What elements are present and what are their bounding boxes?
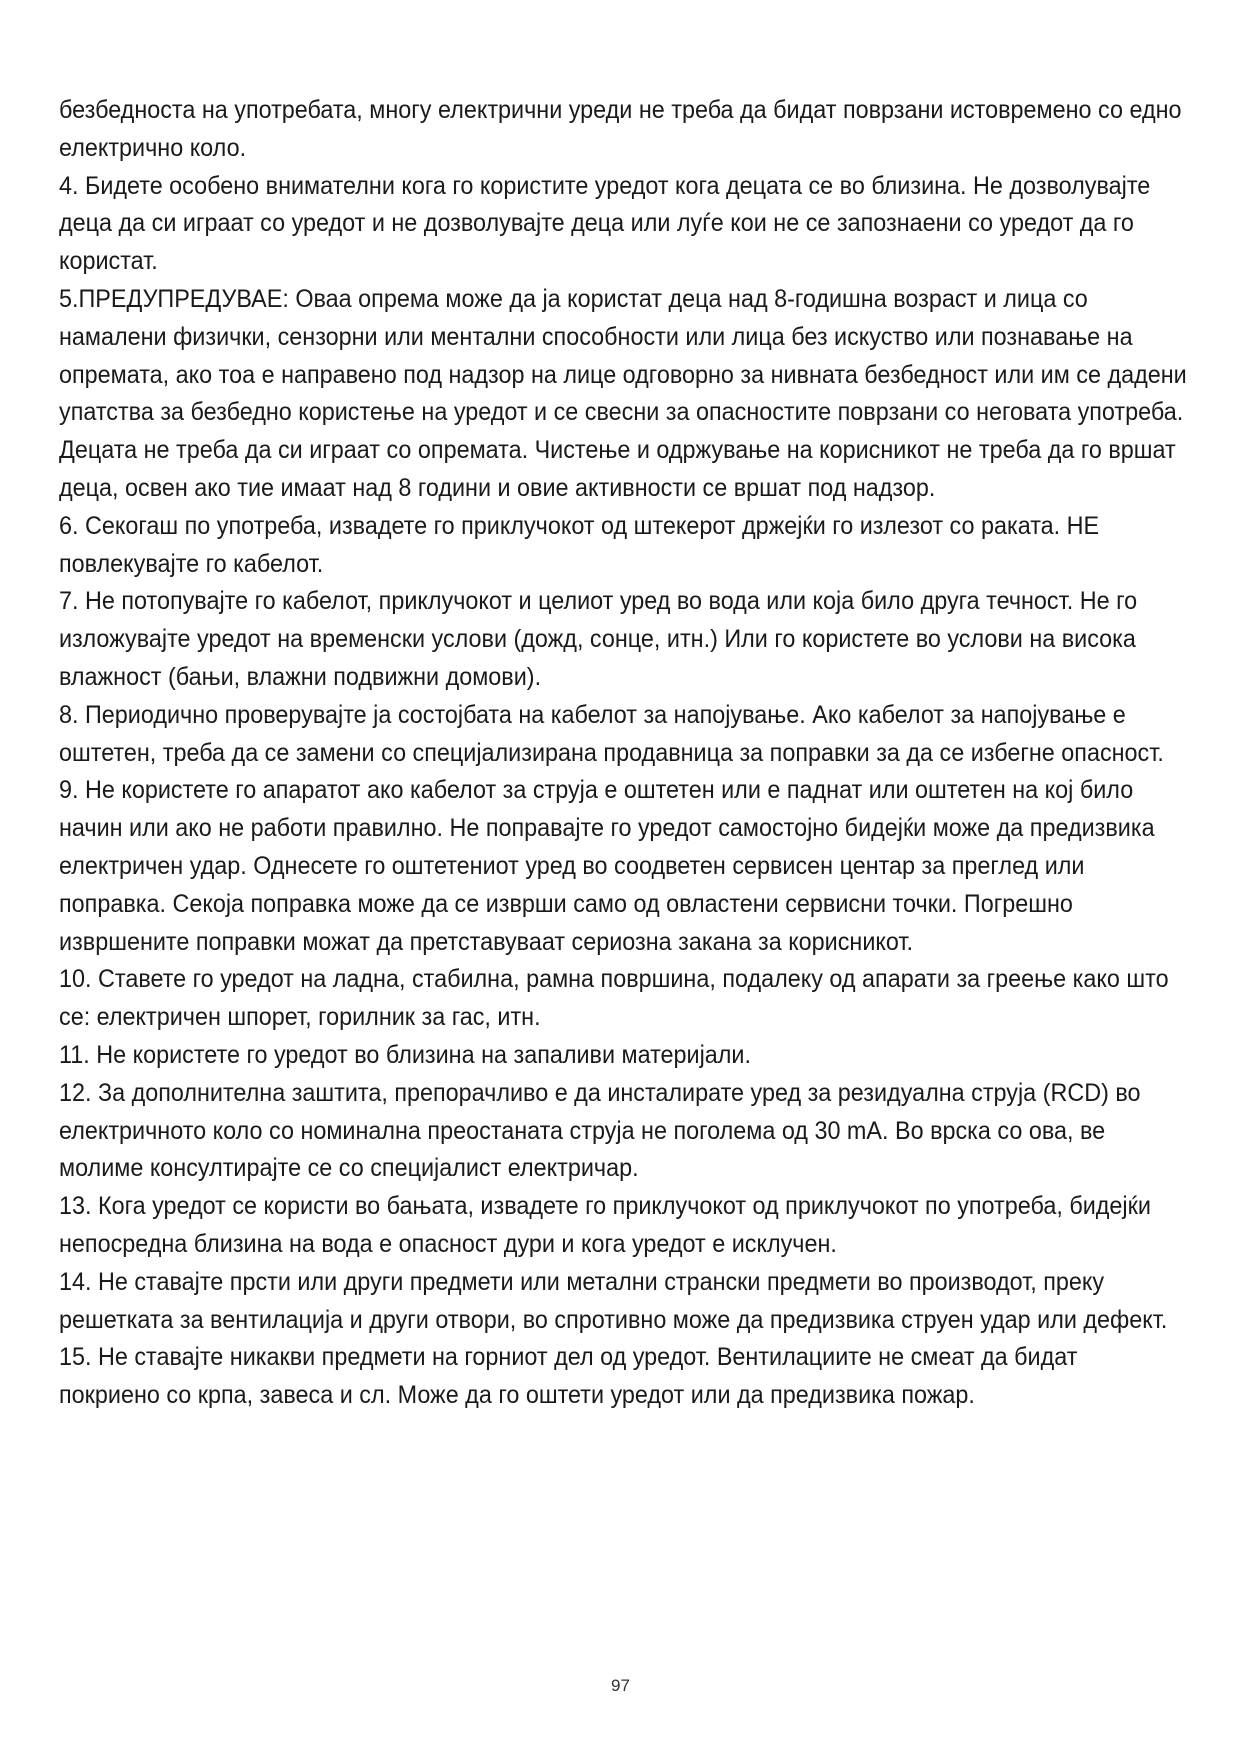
paragraph: 4. Бидете особено внимателни кога го користите уредот кога децата се во близина. Не дозволувајте деца да си играат со уредот и не дозволувајте деца или луѓе кои не се запознаени со уредот да го користат. bbox=[59, 171, 1151, 276]
paragraph: безбедноста на употребата, многу електрични уреди не треба да бидат поврзани истовремено со едно електрично коло. bbox=[59, 96, 1182, 162]
page-number: 97 bbox=[611, 1676, 630, 1695]
paragraph: 13. Кога уредот се користи во бањата, извадете го приклучокот од приклучокот по употреба, бидејќи непосредна близина на вода е опасност дури и кога уредот е исклучен. bbox=[59, 1192, 1151, 1258]
document-body bbox=[59, 92, 1188, 1415]
paragraph: покриено со крпа, завеса и сл. Може да го оштети уредот или да предизвика пожар. bbox=[59, 1381, 975, 1410]
paragraph: 7. Не потопувајте го кабелот, приклучокот и целиот уред во вода или која било друга течност. Не го изложувајте уредот на временски услови (дожд, сонце, итн.) Или го користете во услови на висока влажност (бањи, влажни подвижни домови). bbox=[59, 587, 1138, 691]
paragraph: 11. Не користете го уредот во близина на запаливи материјали. bbox=[59, 1040, 751, 1069]
paragraph: 5.ПРЕДУПРЕДУВАЕ: Оваа опрема може да ја користат деца над 8-годишна возраст и лица со намалени физички, сензорни или ментални способности или лица без искуство или познавање на опремата, ако тоа е направено под надзор на лице одговорно за нивната безбедност или им се дадени упатства за безбедно користење на уредот и се свесни за опасностите поврзани со неговата употреба. Децата не треба да си играат со опремата. Чистење и одржување на корисникот не треба да го вршат деца, освен ако тие имаат над 8 години и овие активности се вршат под надзор. bbox=[59, 284, 1187, 502]
paragraph: 10. Ставете го уредот на ладна, стабилна, рамна површина, подалеку од апарати за греење како што се: електричен шпорет, горилник за гас, итн. bbox=[59, 965, 1169, 1032]
paragraph: 14. Не ставајте прсти или други предмети или метални странски предмети во производот, преку решетката за вентилација и други отвори, во спротивно може да предизвика струен удар или дефект. bbox=[59, 1267, 1168, 1334]
paragraph: 6. Секогаш по употреба, извадете го приклучокот од штекерот држејќи го излезот со раката. НЕ повлекувајте го кабелот. bbox=[59, 511, 1100, 578]
paragraph: 9. Не користете го апаратот ако кабелот за струја е оштетен или е паднат или оштетен на кој било начин или ако не работи правилно. Не поправајте го уредот самостојно бидејќи може да предизвика електричен удар. Однесете го оштетениот уред во соодветен сервисен центар за преглед или поправка. Секоја поправка може да се изврши само од овластени сервисни точки. Погрешно извршените поправки можат да претставуваат сериозна закана за корисникот. bbox=[59, 776, 1155, 956]
paragraph: 8. Периодично проверувајте ја состојбата на кабелот за напојување. Ако кабелот за напојување е оштетен, треба да се замени со специјализирана продавница за поправки за да се избегне опасност. bbox=[59, 700, 1164, 767]
paragraph: 15. Не ставајте никакви предмети на горниот дел од уредот. Вентилациите не смеат да бидат bbox=[59, 1343, 1078, 1372]
paragraph: 12. За дополнителна заштита, препорачливо е да инсталирате уред за резидуална струја (RCD) во електричното коло со номинална преостаната струја не поголема од 30 mA. Во врска со ова, ве молиме консултирајте се со специјалист електричар. bbox=[59, 1078, 1141, 1183]
